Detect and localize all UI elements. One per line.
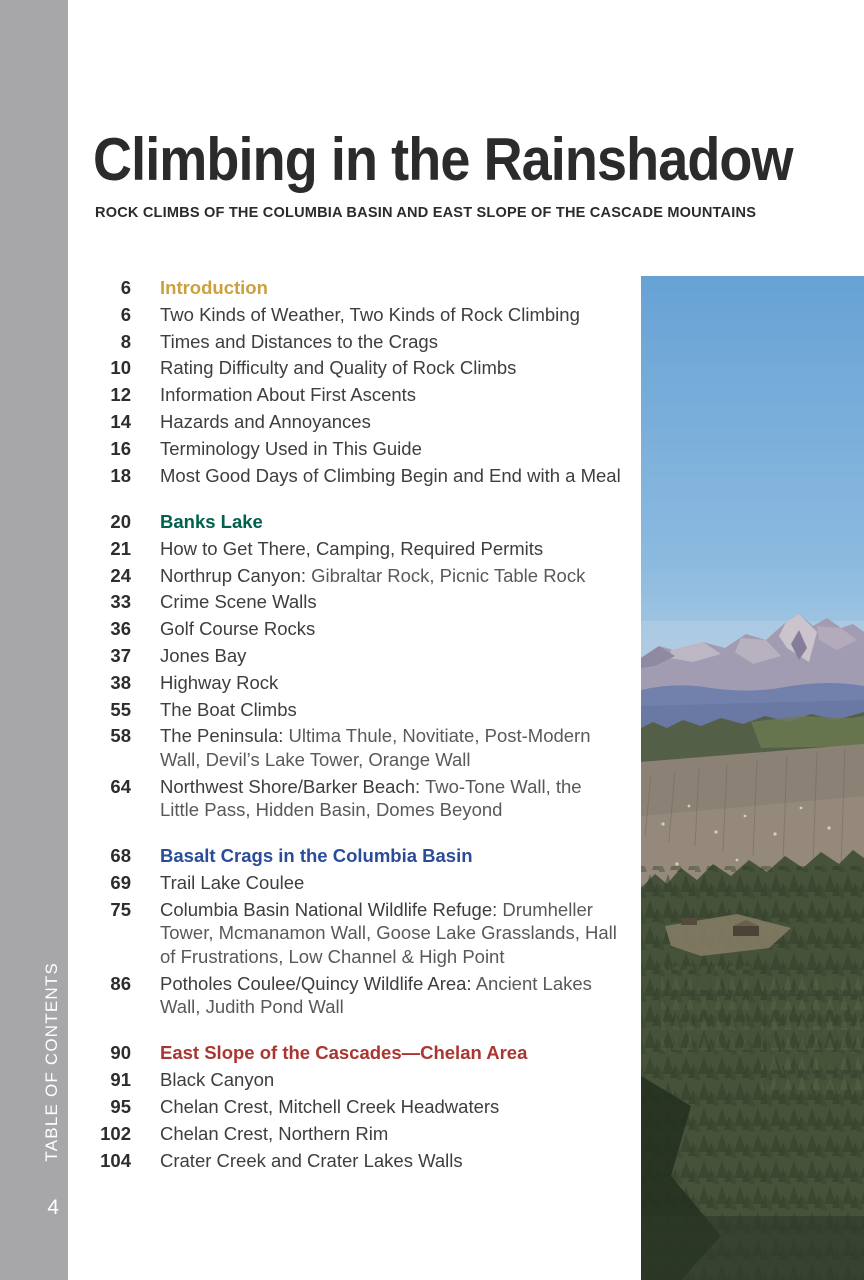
toc-entry-subitems: Gibraltar Rock, Picnic Table Rock (306, 564, 586, 586)
toc-entry-label: Northwest Shore/Barker Beach: (160, 775, 421, 797)
toc-entry-title (160, 698, 622, 721)
toc-entry-label: Terminology Used in This Guide (160, 437, 422, 459)
toc-entry-row (95, 383, 623, 406)
toc-entry-title (160, 644, 622, 667)
toc-entry-row (95, 871, 623, 894)
toc-entry-title (160, 617, 622, 640)
toc-page-number: 37 (110, 644, 131, 666)
toc-entry-row (95, 330, 623, 353)
toc-section-heading (160, 844, 622, 867)
toc-entry-row (95, 356, 623, 379)
toc-entry-label: Trail Lake Coulee (160, 872, 305, 894)
toc-page-number: 95 (110, 1095, 131, 1117)
toc-entry-title (160, 437, 622, 460)
toc-entry-label: Banks Lake (160, 510, 263, 532)
toc-entry-row (95, 972, 623, 1019)
toc-entry-title (160, 356, 622, 379)
toc-section-heading-row (95, 1041, 623, 1064)
toc-section-heading-row (95, 510, 623, 533)
toc-entry-title (160, 564, 622, 587)
page-title: Climbing in the Rainshadow (93, 126, 793, 193)
mountain-forest-photo (641, 276, 864, 1280)
toc-entry-label: How to Get There, Camping, Required Permits (160, 537, 544, 559)
toc-page-number: 104 (100, 1149, 131, 1171)
toc-page-number: 20 (110, 510, 131, 532)
toc-page-number: 86 (110, 972, 131, 994)
toc-entry-label: Crime Scene Walls (160, 591, 317, 613)
toc-entry-title (160, 303, 622, 326)
toc-entry-title (160, 775, 622, 822)
toc-entry-label: Information About First Ascents (160, 384, 417, 406)
toc-page-number: 58 (110, 725, 131, 747)
toc-entry-subitems: Ultima Thule, Novitiate, Post-Modern Wall, Devil’s Lake Tower, Orange Wall (160, 725, 591, 770)
toc-page-number: 6 (120, 277, 131, 298)
toc-entry-title (160, 464, 622, 487)
toc-entry-label: Basalt Crags in the Columbia Basin (160, 845, 473, 867)
toc-entry-row (95, 898, 623, 968)
toc-section-heading (160, 276, 622, 299)
toc-entry-row (95, 537, 623, 560)
toc-entry-title (160, 537, 622, 560)
toc-page-number: 12 (110, 384, 131, 406)
toc-section (95, 276, 623, 487)
toc-page-number: 55 (110, 698, 131, 720)
toc-entry-label: Two Kinds of Weather, Two Kinds of Rock Climbing (160, 303, 580, 325)
toc-section-heading-row (95, 844, 623, 867)
toc-page-number: 75 (110, 898, 131, 920)
toc-page-number: 64 (110, 775, 131, 797)
toc-entry-row (95, 410, 623, 433)
page-number: 4 (47, 1196, 59, 1219)
toc-entry-row (95, 1068, 623, 1091)
toc-page-number: 18 (110, 464, 131, 486)
toc-page-number: 8 (120, 330, 131, 352)
toc-entry-label: Potholes Coulee/Quincy Wildlife Area: (160, 972, 472, 994)
toc-page-number: 68 (110, 845, 131, 867)
toc-page-number: 14 (110, 410, 131, 432)
toc-entry-label: Highway Rock (160, 671, 279, 693)
spine-label: TABLE OF CONTENTS (42, 962, 61, 1162)
toc-entry-label: The Boat Climbs (160, 698, 297, 720)
toc-entry-label: Hazards and Annoyances (160, 410, 371, 432)
toc-page-number: 21 (110, 537, 131, 559)
toc-entry-title (160, 590, 622, 613)
toc-entry-row (95, 644, 623, 667)
toc-entry-title (160, 1068, 622, 1091)
toc-entry-row (95, 617, 623, 640)
toc-entry-title (160, 671, 622, 694)
toc-entry-label: Jones Bay (160, 644, 247, 666)
toc-entry-label: Introduction (160, 277, 268, 298)
toc-entry-title (160, 898, 622, 968)
toc-entry-label: Black Canyon (160, 1069, 275, 1091)
toc-entry-title (160, 410, 622, 433)
toc-entry-row (95, 437, 623, 460)
toc-entry-title (160, 724, 622, 771)
toc-entry-label: Golf Course Rocks (160, 618, 316, 640)
toc-entry-row (95, 775, 623, 822)
toc-entry-row (95, 1122, 623, 1145)
toc-page-number: 16 (110, 437, 131, 459)
toc-entry-title (160, 1095, 622, 1118)
toc-entry-row (95, 303, 623, 326)
photo-illustration (641, 276, 864, 1280)
toc-entry-title (160, 383, 622, 406)
toc-page-number: 102 (100, 1122, 131, 1144)
table-of-contents (95, 276, 623, 1195)
toc-section (95, 510, 623, 821)
toc-section-heading (160, 1041, 622, 1064)
toc-entry-row (95, 1095, 623, 1118)
toc-page-number: 36 (110, 618, 131, 640)
toc-section-heading (160, 510, 622, 533)
toc-entry-row (95, 698, 623, 721)
toc-entry-title (160, 972, 622, 1019)
toc-entry-subitems: Drumheller Tower, Mcmanamon Wall, Goose Lake Grasslands, Hall of Frustrations, Low Channel & High Point (160, 898, 617, 967)
toc-entry-label: Rating Difficulty and Quality of Rock Climbs (160, 357, 517, 379)
toc-entry-subitems: Ancient Lakes Wall, Judith Pond Wall (160, 972, 592, 1017)
toc-entry-label: Chelan Crest, Mitchell Creek Headwaters (160, 1095, 500, 1117)
toc-page-number: 90 (110, 1042, 131, 1064)
toc-entry-row (95, 464, 623, 487)
toc-section-heading-row (95, 276, 623, 299)
toc-entry-label: The Peninsula: (160, 725, 284, 747)
toc-section (95, 844, 623, 1018)
toc-page-number: 10 (110, 357, 131, 379)
toc-entry-title (160, 1149, 622, 1172)
toc-entry-row (95, 1149, 623, 1172)
toc-entry-label: Times and Distances to the Crags (160, 330, 438, 352)
toc-entry-label: Columbia Basin National Wildlife Refuge: (160, 898, 498, 920)
toc-entry-row (95, 564, 623, 587)
toc-entry-label: Northrup Canyon: (160, 564, 307, 586)
toc-entry-label: Crater Creek and Crater Lakes Walls (160, 1149, 463, 1171)
toc-entry-row (95, 590, 623, 613)
toc-page-number: 6 (120, 303, 131, 325)
toc-entry-label: Chelan Crest, Northern Rim (160, 1122, 389, 1144)
toc-page-number: 33 (110, 591, 131, 613)
toc-page-number: 24 (110, 564, 131, 586)
toc-entry-title (160, 330, 622, 353)
page-subtitle: ROCK CLIMBS OF THE COLUMBIA BASIN AND EAST SLOPE OF THE CASCADE MOUNTAINS (95, 204, 757, 221)
toc-page-number: 38 (110, 671, 131, 693)
toc-entry-label: Most Good Days of Climbing Begin and End with a Meal (160, 464, 621, 486)
toc-entry-title (160, 1122, 622, 1145)
toc-entry-title (160, 871, 622, 894)
toc-entry-row (95, 671, 623, 694)
toc-page-number: 69 (110, 872, 131, 894)
spine-bar (0, 0, 68, 1280)
toc-entry-label: East Slope of the Cascades—Chelan Area (160, 1042, 528, 1064)
toc-page-number: 91 (110, 1069, 131, 1091)
toc-section (95, 1041, 623, 1172)
toc-entry-row (95, 724, 623, 771)
toc-entry-subitems: Two-Tone Wall, the Little Pass, Hidden Basin, Domes Beyond (160, 775, 582, 820)
